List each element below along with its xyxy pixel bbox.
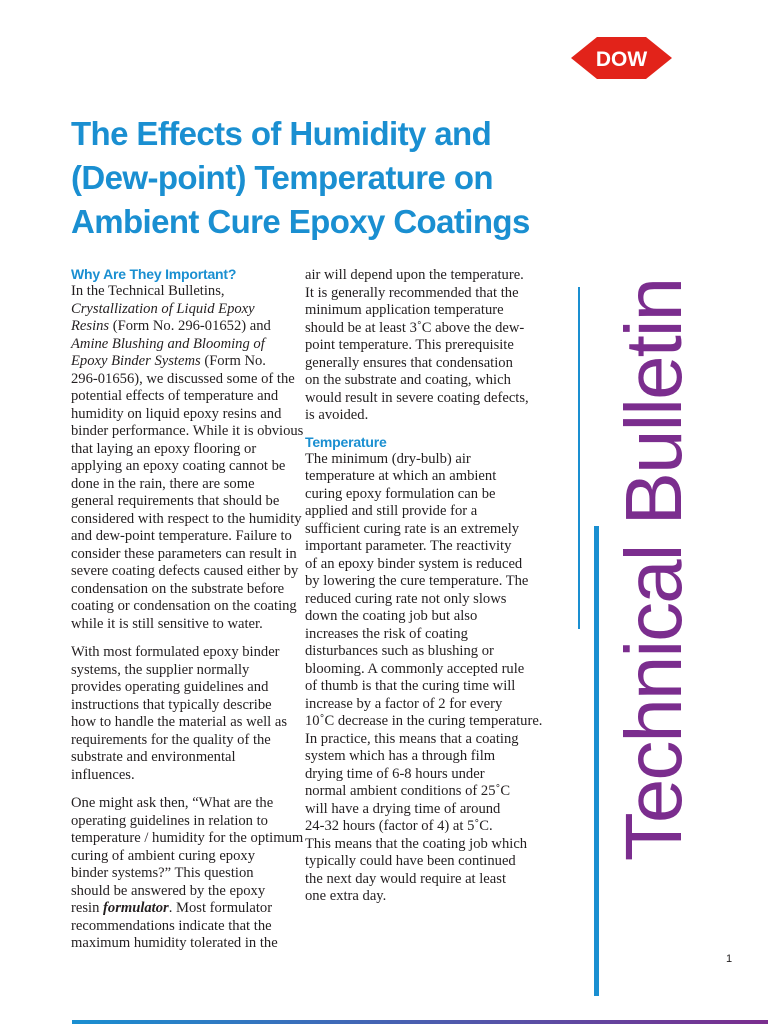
text-line: binder systems?” This question [71,865,254,881]
text-line: disturbances such as blushing or [305,643,494,659]
text-line: of thumb is that the curing time will [305,678,516,694]
italic-title: Amine Blushing and Blooming of [71,335,265,352]
spacer [71,784,293,795]
text-line: the next day would require at least [305,870,506,887]
paragraph-guidelines [71,644,293,784]
text-line: considered with respect to the humidity [71,510,302,527]
text-line: applying an epoxy coating cannot be [71,458,286,474]
side-title-technical-bulletin: Technical Bulletin [609,278,698,862]
text-line: how to handle the material as well as [71,714,287,730]
italic-title: Resins [71,318,110,334]
text-line: generally ensures that condensation [305,354,513,371]
text-line: This means that the coating job which [305,835,528,852]
text-line: consider these parameters can result in [71,545,297,562]
text-line: The minimum (dry-bulb) air [305,450,471,467]
paragraph-dewpoint [305,267,527,425]
dow-logo [571,37,672,79]
text-line: coating or condensation on the coating [71,598,297,614]
text-line [71,353,293,371]
section-heading-why-important: Why Are They Important? [71,266,237,282]
text-line: will have a drying time of around [305,800,501,817]
paragraph-intro [71,283,304,633]
paragraph-temperature [305,450,543,906]
text-line: One might ask then, “What are the [71,795,274,811]
text-line: increase by a factor of 2 for every [305,695,503,712]
page-number: 1 [726,953,733,965]
vertical-rule-upper [578,287,580,629]
text-line: on the substrate and coating, which [305,372,511,388]
text-line: sufficient curing rate is an extremely [305,520,520,537]
text-line: drying time of 6-8 hours under [305,765,485,782]
spacer [71,633,293,644]
text-line: humidity on liquid epoxy resins and [71,405,282,422]
text-fragment: (Form No. 296-01652) and [109,318,271,334]
text-line: air will depend upon the temperature. [305,267,524,283]
text-line: normal ambient conditions of 25˚C [305,783,511,799]
text-line: minimum application temperature [305,302,504,318]
emphasis-formulator: formulator [103,900,169,916]
text-line: typically could have been continued [305,853,516,869]
text-line: and dew-point temperature. Failure to [71,528,292,544]
document-title [71,112,541,244]
text-line: substrate and environmental [71,749,236,765]
text-line: that laying an epoxy flooring or [71,440,257,457]
text-line: With most formulated epoxy binder [71,644,280,660]
dow-diamond-logo [571,37,672,79]
text-line: done in the rain, there are some [71,475,255,492]
text-line: binder performance. While it is obvious [71,423,304,439]
text-line: while it is still sensitive to water. [71,615,263,632]
text-line: system which has a through film [305,748,496,764]
text-line: recommendations indicate that the [71,917,272,934]
text-line [71,900,293,918]
text-line: curing epoxy formulation can be [305,485,496,502]
text-fragment: (Form No. [200,353,266,369]
text-line: 24-32 hours (factor of 4) at 5˚C. [305,818,493,834]
text-line [71,301,293,319]
column-middle [305,267,543,906]
text-line: temperature / humidity for the optimum [71,830,304,846]
text-line: down the coating job but also [305,608,478,624]
text-line: systems, the supplier normally [71,661,250,678]
text-line: increases the risk of coating [305,625,468,642]
text-line [71,318,293,336]
text-line: 296-01656), we discussed some of the [71,370,295,387]
text-line: operating guidelines in relation to [71,812,268,829]
text-line: provides operating guidelines and [71,679,269,695]
text-line: is avoided. [305,407,369,423]
section-heading-temperature: Temperature [305,433,387,450]
side-title-container [609,250,698,890]
text-line: should be answered by the epoxy [71,882,266,899]
text-line: severe coating defects caused either by [71,563,299,579]
text-line: general requirements that should be [71,493,280,509]
text-line: potential effects of temperature and [71,388,279,404]
italic-title: Epoxy Binder Systems [71,353,201,369]
text-line: requirements for the quality of the [71,731,271,748]
text-line [71,336,293,354]
text-line: instructions that typically describe [71,696,272,713]
text-line: of an epoxy binder system is reduced [305,555,523,572]
text-line: curing of ambient curing epoxy [71,847,255,864]
text-line: temperature at which an ambient [305,468,497,484]
registered-mark: ® [664,72,670,79]
text-fragment: . Most formulator [168,900,273,916]
text-line: maximum humidity tolerated in the [71,935,278,951]
text-line: should be at least 3˚C above the dew- [305,319,525,336]
bottom-gradient-band [72,1020,768,1024]
text-line: In the Technical Bulletins, [71,283,225,299]
text-line: reduced curing rate not only slows [305,590,507,607]
column-left [71,265,304,953]
text-line: by lowering the cure temperature. The [305,573,529,589]
text-line: In practice, this means that a coating [305,730,519,747]
title-line-1: The Effects of Humidity and [71,115,492,152]
text-line: one extra day. [305,888,387,904]
spacer [305,425,527,433]
text-line: applied and still provide for a [305,503,478,519]
text-line: influences. [71,766,135,783]
text-line: 10˚C decrease in the curing temperature. [305,713,543,729]
text-line: It is generally recommended that the [305,284,519,301]
text-line: important parameter. The reactivity [305,538,512,554]
italic-title: Crystallization of Liquid Epoxy [71,300,255,317]
vertical-rule-lower [594,526,599,996]
text-line: point temperature. This prerequisite [305,337,514,353]
text-line: condensation on the substrate before [71,580,285,597]
paragraph-question [71,795,304,953]
text-line: would result in severe coating defects, [305,389,529,406]
title-line-3: Ambient Cure Epoxy Coatings [71,203,530,240]
text-fragment: resin [71,900,104,916]
text-line: blooming. A commonly accepted rule [305,660,525,677]
title-line-2: (Dew-point) Temperature on [71,159,493,196]
logo-text: DOW [595,48,648,71]
